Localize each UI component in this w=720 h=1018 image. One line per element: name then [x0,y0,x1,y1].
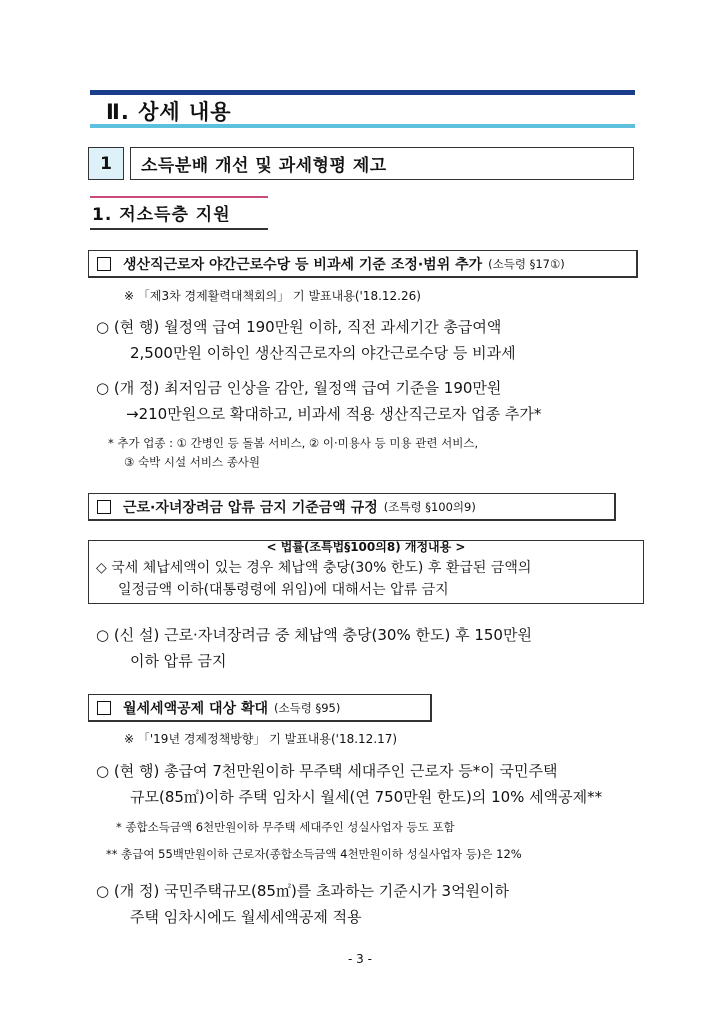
square-bullet-icon [97,500,111,514]
chapter-title-box: 소득분배 개선 및 과세형평 제고 [130,147,634,180]
bullet-current-line2: 규모(85㎡)이하 주택 임차시 월세(연 750만원 한도)의 10% 세액공제** [130,788,603,806]
law-amendment-heading: < 법률(조특법§100의8) 개정내용 > [266,540,466,554]
topic-reference: (소득령 §17①) [488,256,565,271]
bullet-revised-line1: ○ (개 정) 국민주택규모(85㎡)를 초과하는 기준시가 3억원이하 [96,882,510,900]
subsection-underline [90,228,268,230]
topic-box-seizure-ban [88,493,616,521]
chapter-number-box: 1 [88,147,124,180]
topic-title: 월세세액공제 대상 확대 [123,700,268,717]
bullet-current-line2: 2,500만원 이하인 생산직근로자의 야간근로수당 등 비과세 [130,344,516,362]
announcement-note: ※ 「제3차 경제활력대책회의」 기 발표내용('18.12.26) [124,289,421,303]
bullet-current-line1: ○ (현 행) 월정액 급여 190만원 이하, 직전 과세기간 총급여액 [96,318,502,336]
bullet-new-line1: ○ (신 설) 근로·자녀장려금 중 체납액 충당(30% 한도) 후 150만원 [96,626,532,644]
page-number: - 3 - [348,952,372,966]
topic-box-rent-credit [88,694,432,722]
bullet-revised-line2: →210만원으로 확대하고, 비과세 적용 생산직근로자 업종 추가* [126,405,542,423]
subsection-top-line [90,196,268,198]
square-bullet-icon [97,701,111,715]
topic-reference: (소득령 §95) [274,700,341,715]
topic-reference: (조특령 §100의9) [383,499,476,514]
section-header-bar-top [90,90,635,95]
footnote-line1: * 추가 업종 : ① 간병인 등 돌봄 서비스, ② 이·미용사 등 미용 관련 서비스, [108,436,479,450]
law-amendment-body [96,557,531,601]
bullet-new-line2: 이하 압류 금지 [130,652,227,670]
footnote-1: * 종합소득금액 6천만원이하 무주택 세대주인 성실사업자 등도 포함 [116,820,455,834]
announcement-note: ※ 「'19년 경제정책방향」 기 발표내용('18.12.17) [124,732,398,746]
footnote-line2: ③ 숙박 시설 서비스 종사원 [124,455,261,469]
section-title: Ⅱ. 상세 내용 [106,100,232,124]
topic-title: 근로·자녀장려금 압류 금지 기준금액 규정 [123,499,378,516]
square-bullet-icon [97,257,111,271]
section-header-bar-bottom [90,124,635,128]
law-line1: ◇ 국세 체납세액이 있는 경우 체납액 충당(30% 한도) 후 환급된 금액의 [96,560,532,576]
bullet-revised-line1: ○ (개 정) 최저임금 인상을 감안, 월정액 급여 기준을 190만원 [96,379,502,397]
subsection-title: 1. 저소득층 지원 [92,205,231,225]
law-line2: 일정금액 이하(대통령령에 위임)에 대해서는 압류 금지 [118,582,449,598]
footnote-2: ** 총급여 55백만원이하 근로자(종합소득금액 4천만원이하 성실사업자 등)은 12% [106,847,522,861]
topic-box-night-allowance [88,250,638,278]
bullet-revised-line2: 주택 임차시에도 월세세액공제 적용 [130,908,362,926]
bullet-current-line1: ○ (현 행) 총급여 7천만원이하 무주택 세대주인 근로자 등*이 국민주택 [96,762,558,780]
topic-title: 생산직근로자 야간근로수당 등 비과세 기준 조정·범위 추가 [123,256,483,273]
